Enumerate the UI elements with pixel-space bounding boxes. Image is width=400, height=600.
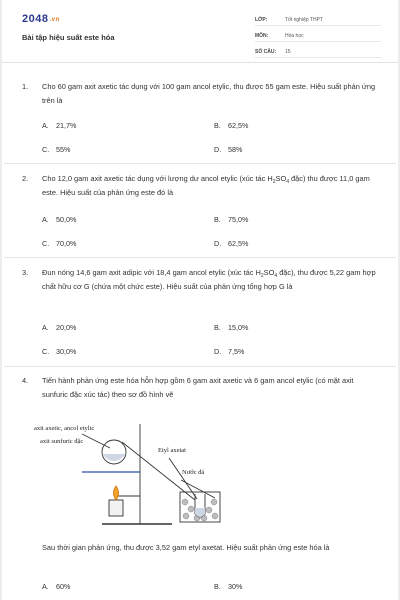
question-text: Sau thời gian phản ứng, thu được 3,52 gam etyl axetat. Hiệu suất phản ứng este hóa là xyxy=(42,543,330,552)
question-1 xyxy=(22,80,380,107)
option-d[interactable] xyxy=(214,145,242,154)
option-a[interactable] xyxy=(42,121,76,130)
question-text-part: SO xyxy=(263,268,275,277)
question-text-part: Đun nóng 14,6 gam axit adipic với 18,4 gam ancol etylic (xúc tác H xyxy=(42,268,261,277)
question-text-part: SO xyxy=(275,174,287,183)
meta-value: Hóa học xyxy=(285,32,304,39)
option-text: 58% xyxy=(228,145,243,154)
site-logo[interactable] xyxy=(22,13,60,25)
page-header xyxy=(2,0,398,63)
divider xyxy=(4,257,396,258)
question-4-continuation xyxy=(22,541,380,555)
option-a[interactable] xyxy=(42,215,76,224)
question-text: Cho 60 gam axit axetic tác dụng với 100 gam ancol etylic, thu được 55 gam este. Hiệu suất phản ứng trên là xyxy=(42,82,376,105)
question-text-part: Cho 12,0 gam axit axetic tác dụng với lượng dư ancol etylic (xúc tác H xyxy=(42,174,273,183)
option-letter: C. xyxy=(42,145,50,154)
burner-flame xyxy=(114,486,119,500)
meta-label: MÔN: xyxy=(255,32,269,39)
option-letter: A. xyxy=(42,582,49,591)
meta-label: SỐ CÂU: xyxy=(255,48,277,55)
option-letter: B. xyxy=(214,323,221,332)
option-text: 20,0% xyxy=(56,323,77,332)
meta-row-count xyxy=(255,46,381,58)
option-letter: B. xyxy=(214,121,221,130)
option-letter: A. xyxy=(42,121,49,130)
document-meta xyxy=(255,14,381,62)
option-text: 55% xyxy=(56,145,71,154)
option-b[interactable] xyxy=(214,215,248,224)
meta-value: 15 xyxy=(285,48,291,55)
option-letter: B. xyxy=(214,215,221,224)
option-text: 62,5% xyxy=(228,239,249,248)
option-d[interactable] xyxy=(214,347,244,356)
label-pointer-reactants xyxy=(82,434,110,448)
subscript: 2 xyxy=(260,273,264,279)
meta-value: Tốt nghiệp THPT xyxy=(285,16,323,23)
esterification-apparatus-diagram xyxy=(32,414,232,532)
option-b[interactable] xyxy=(214,323,248,332)
option-text: 7,5% xyxy=(228,347,245,356)
option-text: 75,0% xyxy=(228,215,249,224)
question-text-part: đặc) thu được 11,0 gam este. Hiệu suất của phản ứng este đó là xyxy=(42,174,370,197)
question-number: 2. xyxy=(22,174,29,183)
label-ice-water: Nước đá xyxy=(182,469,205,476)
divider xyxy=(4,163,396,164)
divider xyxy=(4,366,396,367)
question-text xyxy=(42,172,380,199)
document-page xyxy=(2,0,398,600)
option-letter: C. xyxy=(42,239,50,248)
meta-row-subject xyxy=(255,30,381,42)
subscript: 2 xyxy=(272,179,276,185)
meta-row-class xyxy=(255,14,381,26)
label-product: Etyl axetat xyxy=(158,447,186,454)
option-text: 62,5% xyxy=(228,121,249,130)
option-text: 30% xyxy=(228,582,243,591)
label-pointer-product xyxy=(169,458,197,499)
question-text xyxy=(42,266,380,293)
label-catalyst: axit sunfuric đặc xyxy=(40,438,84,445)
option-c[interactable] xyxy=(42,239,76,248)
question-4 xyxy=(22,374,380,401)
question-3 xyxy=(22,266,380,293)
option-text: 21,7% xyxy=(56,121,77,130)
option-d[interactable] xyxy=(214,239,248,248)
option-text: 30,0% xyxy=(56,347,77,356)
option-letter: D. xyxy=(214,239,222,248)
option-text: 50,0% xyxy=(56,215,77,224)
option-a[interactable] xyxy=(42,323,76,332)
option-letter: C. xyxy=(42,347,50,356)
option-letter: D. xyxy=(214,347,222,356)
option-letter: D. xyxy=(214,145,222,154)
option-b[interactable] xyxy=(214,582,242,591)
question-number: 4. xyxy=(22,376,29,385)
option-b[interactable] xyxy=(214,121,248,130)
question-text-part: đặc), thu được 5,22 gam hợp chất hữu cơ G (chứa một chức este). Hiệu suất của phản ứng tổng hợp G là xyxy=(42,268,376,291)
question-number: 1. xyxy=(22,82,29,91)
question-2 xyxy=(22,172,380,199)
option-c[interactable] xyxy=(42,347,76,356)
subscript: 4 xyxy=(274,273,278,279)
subscript: 4 xyxy=(286,179,289,185)
meta-label: LỚP: xyxy=(255,16,268,23)
option-letter: A. xyxy=(42,323,49,332)
question-text: Tiến hành phản ứng este hóa hỗn hợp gồm 6 gam axit axetic và 6 gam ancol etylic (có mặt axit sunfuric đặc xúc tác) theo sơ đồ hình vẽ xyxy=(42,376,354,399)
burner xyxy=(109,500,123,516)
option-text: 70,0% xyxy=(56,239,77,248)
logo-text: 2048 xyxy=(22,13,49,25)
document-title: Bài tập hiệu suất este hóa xyxy=(22,33,115,42)
option-letter: A. xyxy=(42,215,49,224)
option-letter: B. xyxy=(214,582,221,591)
option-a[interactable] xyxy=(42,582,70,591)
logo-suffix: .vn xyxy=(49,17,60,23)
option-text: 15,0% xyxy=(228,323,249,332)
label-reactants: axit axetic, ancol etylic xyxy=(34,425,95,432)
question-number: 3. xyxy=(22,268,29,277)
option-text: 60% xyxy=(56,582,71,591)
option-c[interactable] xyxy=(42,145,70,154)
